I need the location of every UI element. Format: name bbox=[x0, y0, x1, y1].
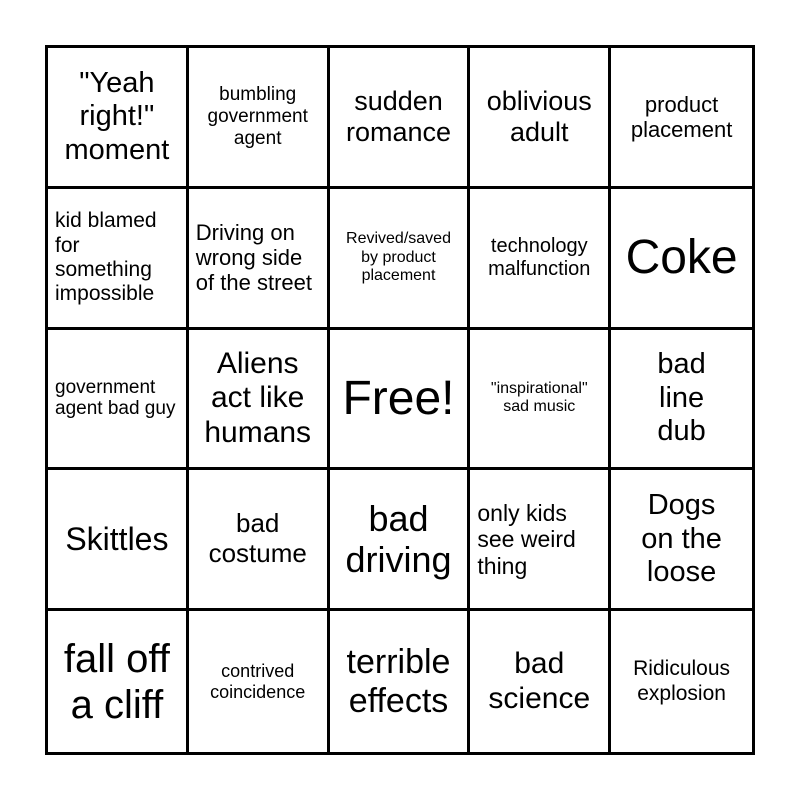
bingo-cell-label: fall off a cliff bbox=[63, 636, 170, 727]
bingo-cell-label: Aliens act like humans bbox=[204, 346, 312, 449]
bingo-cell-label: sudden romance bbox=[345, 85, 452, 147]
bingo-cell-label: Ridiculous explosion bbox=[633, 657, 731, 705]
bingo-cell-label: oblivious adult bbox=[486, 85, 592, 147]
bingo-cell-label: technology malfunction bbox=[488, 234, 591, 280]
bingo-cell[interactable] bbox=[611, 330, 752, 471]
bingo-board bbox=[45, 45, 755, 755]
bingo-cell-label: Dogs on the loose bbox=[641, 489, 722, 588]
bingo-cell[interactable] bbox=[330, 48, 471, 189]
bingo-cell[interactable] bbox=[611, 470, 752, 611]
bingo-cell-label: Driving on wrong side of the street bbox=[195, 219, 312, 296]
bingo-cell-label: Free! bbox=[342, 371, 455, 425]
bingo-cell[interactable] bbox=[330, 470, 471, 611]
bingo-cell[interactable] bbox=[470, 189, 611, 330]
bingo-cell-label: product placement bbox=[630, 91, 733, 142]
bingo-cell-label: bad costume bbox=[208, 508, 307, 569]
bingo-cell[interactable] bbox=[189, 611, 330, 752]
bingo-cell-label: only kids see weird thing bbox=[477, 499, 576, 579]
bingo-cell-label: bad driving bbox=[345, 497, 452, 581]
bingo-cell-label: government agent bad guy bbox=[55, 376, 176, 420]
bingo-cell[interactable] bbox=[48, 189, 189, 330]
bingo-cell[interactable] bbox=[189, 330, 330, 471]
bingo-cell[interactable] bbox=[189, 189, 330, 330]
bingo-cell[interactable] bbox=[470, 48, 611, 189]
bingo-cell-label: bumbling government agent bbox=[207, 84, 308, 149]
bingo-cell-label: kid blamed for something impossible bbox=[55, 209, 157, 305]
bingo-cell[interactable] bbox=[611, 189, 752, 330]
bingo-cell-label: Revived/saved by product placement bbox=[346, 230, 451, 284]
bingo-cell-label: contrived coincidence bbox=[210, 660, 306, 702]
bingo-cell[interactable] bbox=[48, 611, 189, 752]
bingo-cell[interactable] bbox=[611, 48, 752, 189]
bingo-cell[interactable] bbox=[330, 611, 471, 752]
bingo-cell-label: bad science bbox=[488, 647, 591, 715]
bingo-cell-label: "inspirational" sad music bbox=[490, 380, 588, 416]
bingo-cell-label: terrible effects bbox=[346, 642, 451, 720]
bingo-cell[interactable] bbox=[470, 330, 611, 471]
bingo-cell-label: Skittles bbox=[65, 520, 169, 557]
bingo-cell-label: bad line dub bbox=[657, 348, 706, 448]
bingo-cell[interactable] bbox=[48, 470, 189, 611]
bingo-cell[interactable] bbox=[470, 470, 611, 611]
bingo-cell-label: "Yeah right!" moment bbox=[64, 66, 170, 166]
bingo-cell[interactable] bbox=[189, 48, 330, 189]
bingo-cell[interactable] bbox=[48, 330, 189, 471]
bingo-cell[interactable] bbox=[330, 189, 471, 330]
bingo-cell-label: Coke bbox=[625, 231, 738, 285]
bingo-cell[interactable] bbox=[470, 611, 611, 752]
bingo-cell[interactable] bbox=[330, 330, 471, 471]
bingo-cell[interactable] bbox=[189, 470, 330, 611]
bingo-cell[interactable] bbox=[48, 48, 189, 189]
bingo-cell[interactable] bbox=[611, 611, 752, 752]
